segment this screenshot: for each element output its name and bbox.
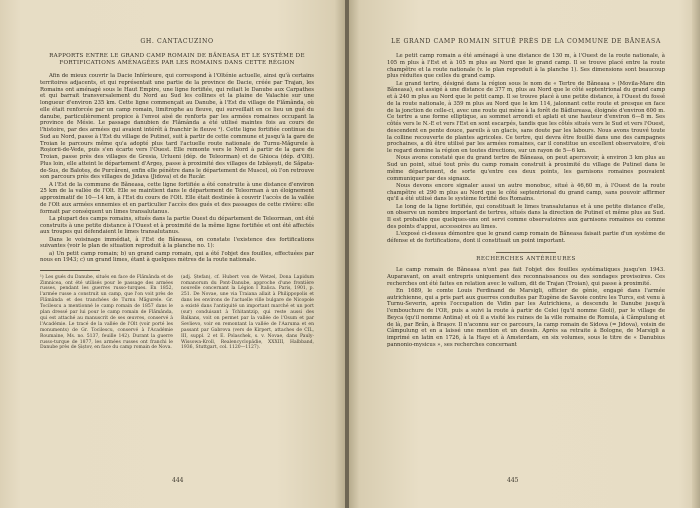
- paragraph: Nous avons constaté que du grand tertre de Băneasa, on peut apercevoir, à environ 3 km plus au Sud un point, situé tout près du camp romain construit à proximité du village de Putineï dans le même département, de sorte qu'entre ces deux points, les garnisons romaines pouvaient communiquer par des signaux.: [387, 155, 665, 182]
- footnote-column-left: ¹) Les gués du Danube, situés en face de Flămânda et de Zimnicea, ont été utilisés pour le passage des armées russes, pendant les guerres russo-turques. En 1852, l'armée russe a construit un camp, que l'on voit près de Flămânda et des tranchées de Turnu Măgurele. Gr. Tocilescu a mentionné le camp romain de 1857 dans le plan dressé par lui pour le camp romain de Flămânda, qui est attaché au manuscrit de ses œuvres, conservé à l'Académie. Le tracé de la vallée de l'Olt (voir porté les monuments) de Gr. Tocilescu, conservé à l'Académie Roumaine, Ms. no. 5137, feuille 142). Durant la guerre russo-turque de 1877, les armées russes ont franchi le Danube près de Șiștov, en face du camp romain de Nova.: [40, 274, 173, 351]
- paragraph: La plupart des camps romains, situés dans la partie Ouest du département de Teleorman, ont été construits à une petite distance à l'Ouest et à proximité de la même ligne fortifiée et ont été affectés aux troupes qui défendaient le limes transalutanus.: [40, 215, 314, 236]
- page-number: 445: [507, 477, 519, 484]
- running-header: LE GRAND CAMP ROMAIN SITUÉ PRÈS DE LA COMMUNE DE BĂNEASA: [391, 38, 661, 45]
- paragraph: L'exposé ci-dessus démontre que le grand camp romain de Băneasa faisait partie d'un système de défense et de fortifications, dont il constituait un point important.: [387, 231, 665, 244]
- right-page-content: [387, 38, 665, 349]
- running-header: GH. CANTACUZINO: [140, 38, 214, 45]
- section-divider: [496, 252, 556, 253]
- paragraph: Dans le voisinage immédiat, à l'Est de Băneasa, on constate l'existence des fortifications suivantes (voir le plan de situation reproduit à la planche no. 1):: [40, 236, 314, 250]
- right-page: [349, 0, 700, 508]
- chapter-title: RAPPORTS ENTRE LE GRAND CAMP ROMAIN DE BĂNEASA ET LE SYSTÈME DE FORTIFICATIONS AMÉNAGÉES PAR LES ROMAINS DANS CETTE RÉGION: [49, 53, 305, 66]
- left-page-content: [40, 38, 314, 351]
- paragraph: Le long de la ligne fortifiée, qui constituait le limes transalutanus et à une petite distance d'elle, on observe un nombre important de tertres, situés dans la direction de Putineï et même plus au Sud. Il est probable que quelques-uns ont servi comme observatoires aux garnisons romaines ou comme des points d'appui, accessoires au limes.: [387, 203, 665, 230]
- footnote-rule: [40, 270, 100, 271]
- paragraph: a) Un petit camp romain; b) un grand camp romain, qui a été l'objet des fouilles, effectuées par nous en 1943; c) un grand limes, étant à quelques mètres de la route nationale.: [40, 250, 314, 264]
- page-edge: [692, 0, 700, 508]
- paragraph: Le grand tertre, désigné dans la région sous le nom de « Tertre de Băneasa » (Movila-Mare din Băneasa), est assigé à une distance de 377 m, plus au Nord que le côté septentrional du grand camp et à 240 m plus au Nord que le petit camp. Il se trouve placé à une petite distance, à l'Ouest du fossé de la route nationale, à 359 m plus au Nord que le km 114, jalonnant cette route et presque en face de la jonction de celle-ci, avec une route qui mène à la forêt de Bădlureasa, éloignée d'environ 600 m. Ce tertre a une forme elliptique, au sommet arrondi et aplati et une hauteur d'environ 6—8 m. Ses côtés vers le N.-E et vers l'Est en sont escarpés, tandis que les côtés situés vers le Sud et vers l'Ouest, descendent en pente douce, pareils à un glacis, sans doute par les labours. Nous avons trouvé toute la colline recouverte de plantes agricoles. Ce tertre, qui devra être fouillé dans une des campagnes prochaines, a dû être utilisé par les armées romaines, car il constitue un excellent observatoire, d'où le regard domine la région en toutes directions, sur un rayon de 5—6 km.: [387, 80, 665, 154]
- left-page: [0, 0, 345, 508]
- paragraph: A l'Est de la commune de Băneasa, cette ligne fortifiée a été construite à une distance d'environ 25 km de la vallée de l'Olt. Elle se maintient dans le département de Teleorman à un éloignement approximatif de 10—14 km, à l'Est du cours de l'Olt. Elle était destinée à couvrir l'accès de la vallée de l'Olt aux armées ennemies et en particulier l'accès des gués et des passages de cette rivière: elle formait par conséquent un limes transalutanus.: [40, 181, 314, 215]
- paragraph: Le camp romain de Băneasa n'ont pas fait l'objet des fouilles systématiques jusqu'en 1943. Auparavant, on avait entrepris uniquement des reconnaissances ou des sondages provisoires. Ces recherches ont été faites en relation avec le vallum, dit de Trajan (Troian), qui passe à proximité.: [387, 267, 665, 287]
- paragraph: En 1689, le comte Louis Ferdinand de Marsigli, officier de génie, engagé dans l'armée autrichienne, qui a pris part aux guerres conduites par Eugène de Savoie contre les Turcs, est venu à Turnu-Severin, après l'occupation de Vidin par les Autrichiens, a descendu le Danube jusqu'à l'embouchure de l'Olt, puis a suivi la route à partir de Celei (qu'il nomme Gioli), par le village de Beyca (qu'il nomme Antina) et où il a visité les ruines de la ville romaine de Romula, à Câmpulung et de là, par Brăn, à Brașov. Il n'aconnu sur ce parcours, la camp romain de Sidova (= Jidova), voisin de Câmpulung et en a laissé une mention et un dessin. Après sa retraite à Bologne, de Marsigli a imprimé en latin en 1726, à la Haye et à Amsterdam, en six volumes, sous le titre de « Danubius pannonio-mysicus », ses recherches concernant: [387, 287, 665, 348]
- paragraph: Nous devons encore signaler aussi un autre monobuc, situé à 46,60 m, à l'Ouest de la route champêtre et 290 m plus au Nord que le côté septentrional du grand camp, sans pouvoir affirmer qu'il a été utilisé dans le système fortifié des Romains.: [387, 182, 665, 203]
- page-number: 444: [172, 477, 184, 484]
- footnotes: [40, 275, 314, 352]
- footnote-column-right: (adj. Ștefan), cf. Hubert von de Wetzel, Dona Lapidum romanorum du Pont-Danube, approche d'une frontière nouvelle concernant la Légion I Italica. Paris, 1901, p. 251. De Novae, une via Traiana allait à Philippopolis et dans les environs de l'actuelle ville bulgare de Nicopole a existé dans l'antiquité un important marché et un port (sur) conduisant à Tchitantzip, qui reste aussi des Balkans, voit on permet par la vallée de l'Osum et par Sevlievo, voir en remontant la vallée de l'Aaruma et en passant par Gabrova (vers de Kirpert, attaches de CIL, III, suppl. 2 et E. Polaschek, s. v. Novae, dans Pauly-Wissowa-Kroll, Realencyclopädie, XXXIII, Halbband, 1936, Stuttgart, col. 1120—1127).: [181, 274, 314, 351]
- section-title: RECHERCHES ANTÉRIEURES: [476, 256, 576, 263]
- paragraph: Afin de mieux couvrir la Dacie Inférieure, qui correspond à l'Olténie actuelle, ainsi qu'à certains territoires adjacents, et qui représentait une partie de la province de Dacie, créée par Trajan, les Romains ont aménagé sous le Haut Empire, une ligne fortifiée, qui reliait le Danube aux Carpathes et qui barrait transversalement du Nord au Sud les collines et la plaine de Valachie sur une longueur d'environ 235 km. Cette ligne commençait au Danube, à l'Est du village de Flămânda, où elle était renforcée par un camp romain, limitrophe au fleuve, qui surveillait en ce lieu un gué du danube, particulièrement propice à l'envoi aisé de renforts par les armées romaines occupant la province de Mésie. Le passage danubien de Flămânda a été utilisé maintes fois au cours de l'histoire, par des armées qui avaient intérêt à franchir le fleuve ¹). Cette ligne fortifiée continue du Sud au Nord, passe à l'Est du village de Putineï, suit à partir de cette commune et jusqu'à la gare de Troian le parcours même qu'a adopté plus tard l'actuelle route nationale de Turnu-Măgurele à Roșiorii-de-Vede, puis s'en écarte vers l'Ouest. Elle remonte vers le Nord à partir de la gare de Troian, passe près des villages de Gresia, Urlueni (dép. de Teleorman) et de Ghioca (dép. d'Olt). Plus loin, elle atteint le département d'Argeș, passe à proximité des villages de Izbășești, de Săpata-de-Sus, de Baloteș, de Purcăreni, enfin elle pénètre dans le département de Muscel, où l'on retrouve son parcours près des villages de Jidava (Jidova) et de Rucăr.: [40, 73, 314, 181]
- paragraph: Le petit camp romain a été aménagé à une distance de 130 m, à l'Ouest de la route nationale, à 105 m plus à l'Est et à 105 m plus au Nord que le grand camp. Il se trouve placé entre la route champêtre et la route nationale (v. le plan reproduit à la planche 1). Ses dimensions sont beaucoup plus réduites que celles du grand camp.: [387, 53, 665, 80]
